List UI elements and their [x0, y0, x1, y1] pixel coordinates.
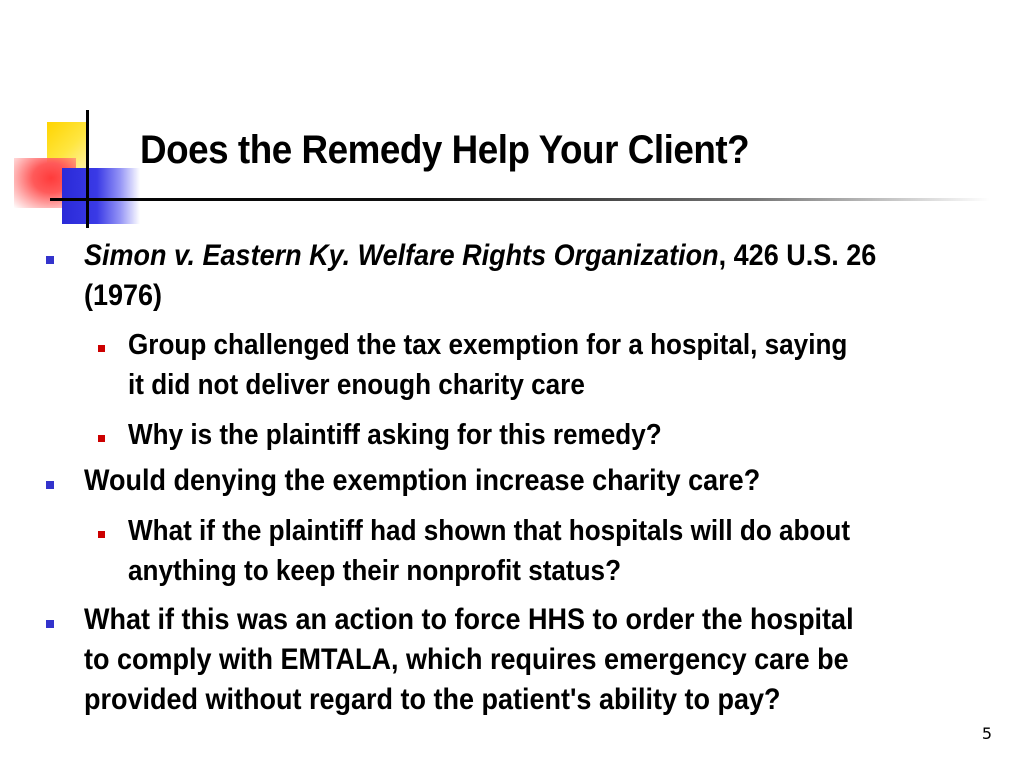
sub-bullet-text: Why is the plaintiff asking for this remedy? [128, 419, 662, 451]
sub-bullet-item-1-1 [128, 325, 978, 405]
slide-logo-decoration [0, 0, 150, 240]
blue-square-shape [62, 168, 140, 224]
bullet-square-icon [46, 620, 54, 628]
vertical-rule [86, 110, 89, 228]
sub-bullet-text: it did not deliver enough charity care [128, 369, 585, 401]
bullet-item-1 [84, 236, 984, 316]
sub-bullet-item-1-2 [128, 415, 978, 455]
case-name: Simon v. Eastern Ky. Welfare Rights Organization [84, 239, 719, 272]
slide-title: Does the Remedy Help Your Client? [140, 128, 750, 172]
sub-bullet-square-icon [98, 345, 105, 352]
case-citation: , 426 U.S. 26 [718, 239, 877, 272]
bullet-text: provided without regard to the patient's ability to pay? [84, 683, 781, 716]
bullet-square-icon [46, 481, 54, 489]
bullet-square-icon [46, 256, 54, 264]
bullet-text: What if this was an action to force HHS to order the hospital [84, 603, 854, 636]
sub-bullet-item-2-1 [128, 511, 978, 591]
sub-bullet-square-icon [98, 435, 105, 442]
sub-bullet-text: Group challenged the tax exemption for a hospital, saying [128, 329, 848, 361]
case-citation-year: (1976) [84, 279, 163, 312]
title-underline-rule [50, 198, 990, 201]
sub-bullet-text: What if the plaintiff had shown that hospitals will do about [128, 515, 851, 547]
sub-bullet-square-icon [98, 531, 105, 538]
page-number: 5 [981, 724, 992, 743]
bullet-text: Would denying the exemption increase charity care? [84, 464, 761, 497]
bullet-text: to comply with EMTALA, which requires emergency care be [84, 643, 849, 676]
sub-bullet-text: anything to keep their nonprofit status? [128, 555, 622, 587]
bullet-item-2 [84, 461, 984, 501]
bullet-item-3 [84, 600, 984, 720]
